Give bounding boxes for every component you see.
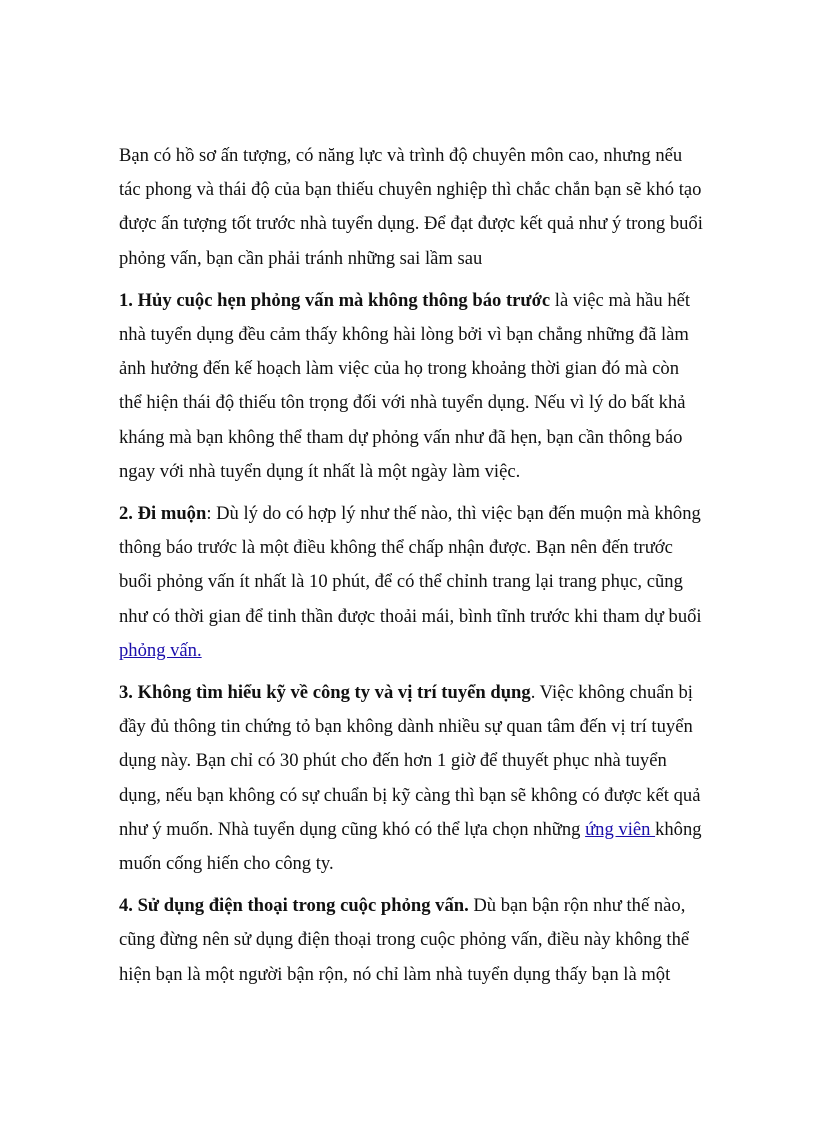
mistake-2-heading: 2. Đi muộn [119, 503, 207, 525]
intro-paragraph [119, 139, 704, 276]
mistake-4-paragraph [119, 889, 704, 992]
mistake-3-text: . Việc không chuẩn bị đầy đủ thông tin chứng tỏ bạn không dành nhiều sự quan tâm đến vị trí tuyển dụng này. Bạn chỉ có 30 phút cho đến hơn 1 giờ để thuyết phục nhà tuyển dụng, nếu bạn không có sự chuẩn bị kỹ càng thì bạn sẽ không có được kết quả như ý muốn. Nhà tuyển dụng cũng khó có thể lựa chọn những [119, 682, 701, 840]
mistake-2-text: : Dù lý do có hợp lý như thế nào, thì việc bạn đến muộn mà không thông báo trước là một điều không thể chấp nhận được. Bạn nên đến trước buổi phỏng vấn ít nhất là 10 phút, để có thể chỉnh trang lại trang phục, cũng như có thời gian để tinh thần được thoải mái, bình tĩnh trước khi tham dự buổi [119, 503, 702, 627]
mistake-2-paragraph [119, 497, 704, 668]
mistake-3-heading: 3. Không tìm hiểu kỹ về công ty và vị trí tuyển dụng [119, 682, 531, 704]
mistake-3-paragraph [119, 676, 704, 881]
mistake-4-text: Dù bạn bận rộn như thế nào, cũng đừng nên sử dụng điện thoại trong cuộc phỏng vấn, điều này không thể hiện bạn là một người bận rộn, nó chỉ làm nhà tuyển dụng thấy bạn là một [119, 895, 690, 985]
mistake-3-text-after: không muốn cống hiến cho công ty. [119, 818, 702, 875]
mistake-1-paragraph [119, 284, 704, 489]
mistake-4-heading: 4. Sử dụng điện thoại trong cuộc phỏng vấn. [119, 895, 469, 917]
intro-text: Bạn có hồ sơ ấn tượng, có năng lực và trình độ chuyên môn cao, nhưng nếu tác phong và thái độ của bạn thiếu chuyên nghiệp thì chắc chắn bạn sẽ khó tạo được ấn tượng tốt trước nhà tuyển dụng. Để đạt được kết quả như ý trong buổi phỏng vấn, bạn cần phải tránh những sai lầm sau [119, 145, 703, 269]
interview-link[interactable]: phỏng vấn. [119, 639, 202, 661]
document-page [119, 139, 704, 1000]
mistake-1-heading: 1. Hủy cuộc hẹn phỏng vấn mà không thông báo trước [119, 289, 551, 311]
candidate-link[interactable]: ứng viên [585, 818, 656, 840]
mistake-1-text: là việc mà hầu hết nhà tuyển dụng đều cảm thấy không hài lòng bởi vì bạn chẳng những đã làm ảnh hưởng đến kế hoạch làm việc của họ trong khoảng thời gian đó mà còn thể hiện thái độ thiếu tôn trọng đối với nhà tuyển dụng. Nếu vì lý do bất khả kháng mà bạn không thể tham dự phỏng vấn như đã hẹn, bạn cần thông báo ngay với nhà tuyển dụng ít nhất là một ngày làm việc. [119, 289, 691, 482]
